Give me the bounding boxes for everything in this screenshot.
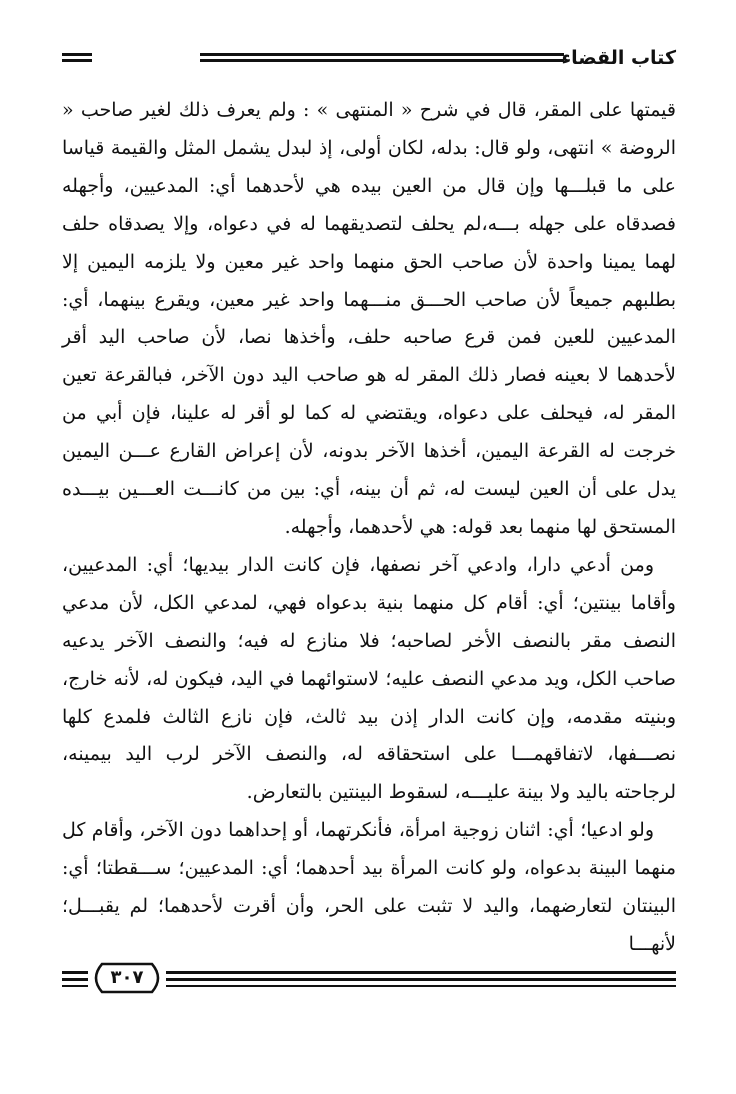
chapter-title: كتاب القضاء	[561, 47, 676, 69]
header-ornament-left	[62, 53, 92, 63]
paragraph-2: ومن أدعي دارا، وادعي آخر نصفها، فإن كانت الدار بيديها؛ أي: المدعيين، وأقاما بينتين؛ أي: أقام كل منهما بنية بدعواه فهي، لمدعي الكل، لأن مدعي النصف مقر بالنصف الأخر لصاحبه؛ فلا منازع له فيه؛ والنصف الآخر يدعيه صاحب الكل، ويد مدعي النصف عليه؛ لاستوائهما في اليد، فيكون له، لأنه خارج، وبنيته مقدمه، وإن كانت الدار إذن بيد ثالث، فإن نازع الثالث فلمدع كلها نصـــفها، لاتفاقهمـــا على استحقاقه له، والنصف الآخر لرب اليد بيمينه، لرجاحته باليد ولا بينة عليـــه، لسقوط البينتين بالتعارض.	[62, 553, 676, 804]
paragraph-3: ولو ادعيا؛ أي: اثنان زوجية امرأة، فأنكرتهما، أو إحداهما دون الآخر، وأقام كل منهما البينة بدعواه، ولو كانت المرأة بيد أحدهما؛ أي: المدعيين؛ ســـقطتا؛ أي: البينتان لتعارضهما، واليد لا تثبت على الحر، وأن أقرت لأحدهما؛ لم يقبـــل؛ لأنهـــا	[62, 819, 676, 955]
page-body	[62, 92, 676, 964]
page-header	[62, 44, 676, 74]
paragraph-1: قيمتها على المقر، قال في شرح « المنتهى » : ولم يعرف ذلك لغير صاحب « الروضة » انتهى، ولو قال: بدله، لكان أولى، إذ لبدل يشمل المثل والقيمة قياسا على ما قبلـــها وإن قال من العين بيده هي لأحدهما أي: المدعيين، وأجهله فصدقاه على جهله بـــه،لم يحلف لتصديقهما له في دعواه، وإلا يصدقاه حلف لهما يمينا واحدة لأن صاحب الحق منهما واحد غير معين ولا يلزمه اليمين إلا بطلبهم جميعاً لأن صاحب الحـــق منـــهما واحد غير معين، ويقرع بينهما، أي: المدعيين للعين فمن قرع صاحبه حلف، وأخذها نصا، لأن صاحب اليد أقر لأحدهما لا بعينه فصار ذلك المقر له هو صاحب اليد دون الآخر، فبالقرعة تعين المقر له، فيحلف على دعواه، ويقتضي له كما لو أقر له علينا، فإن أبي من خرجت له القرعة اليمين، أخذها الآخر بدونه، لأن إعراض القارع عـــن اليمين يدل على أن العين ليست له، ثم أن بينه، أي: بين من كانـــت العـــين بيـــده المستحق لها منهما بعد قوله: هي لأحدهما، وأجهله.	[62, 99, 676, 538]
page-number-badge	[88, 961, 166, 995]
page-number: ٣٠٧	[110, 967, 144, 988]
page-footer	[62, 958, 676, 1000]
header-double-rule	[200, 53, 564, 63]
